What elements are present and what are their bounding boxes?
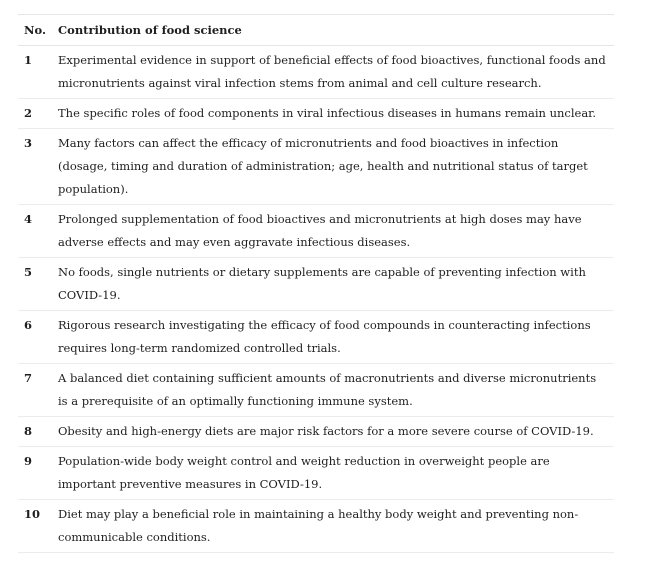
header-contribution: Contribution of food science — [52, 15, 614, 46]
header-row — [18, 15, 614, 46]
table-row — [18, 99, 614, 129]
table-row — [18, 417, 614, 447]
row-number: 8 — [18, 417, 52, 447]
row-number: 3 — [18, 129, 52, 205]
table-row — [18, 205, 614, 258]
table-row — [18, 311, 614, 364]
table-row — [18, 447, 614, 500]
row-text: The specific roles of food components in viral infectious diseases in humans remain unclear. — [52, 99, 614, 129]
row-text: Many factors can affect the efficacy of micronutrients and food bioactives in infection (dosage, timing and duration of administration; age, health and nutritional status of target population). — [52, 129, 614, 205]
row-number: 9 — [18, 447, 52, 500]
row-number: 1 — [18, 46, 52, 99]
row-text: Obesity and high-energy diets are major risk factors for a more severe course of COVID-19. — [52, 417, 614, 447]
row-text: No foods, single nutrients or dietary supplements are capable of preventing infection with COVID-19. — [52, 258, 614, 311]
table-header — [18, 15, 614, 46]
row-number: 6 — [18, 311, 52, 364]
table-body — [18, 46, 614, 553]
row-number: 5 — [18, 258, 52, 311]
row-text: Experimental evidence in support of beneficial effects of food bioactives, functional foods and micronutrients against viral infection stems from animal and cell culture research. — [52, 46, 614, 99]
contribution-table — [18, 14, 614, 553]
table-row — [18, 258, 614, 311]
row-number: 10 — [18, 500, 52, 553]
row-number: 4 — [18, 205, 52, 258]
row-text: Diet may play a beneficial role in maintaining a healthy body weight and preventing non-communicable conditions. — [52, 500, 614, 553]
row-text: Population-wide body weight control and weight reduction in overweight people are important preventive measures in COVID-19. — [52, 447, 614, 500]
table-row — [18, 46, 614, 99]
table-row — [18, 129, 614, 205]
table-row — [18, 500, 614, 553]
row-text: A balanced diet containing sufficient amounts of macronutrients and diverse micronutrients is a prerequisite of an optimally functioning immune system. — [52, 364, 614, 417]
row-number: 7 — [18, 364, 52, 417]
contribution-table-container — [18, 14, 614, 553]
row-text: Prolonged supplementation of food bioactives and micronutrients at high doses may have adverse effects and may even aggravate infectious diseases. — [52, 205, 614, 258]
table-row — [18, 364, 614, 417]
row-number: 2 — [18, 99, 52, 129]
row-text: Rigorous research investigating the efficacy of food compounds in counteracting infections requires long-term randomized controlled trials. — [52, 311, 614, 364]
header-no: No. — [18, 15, 52, 46]
